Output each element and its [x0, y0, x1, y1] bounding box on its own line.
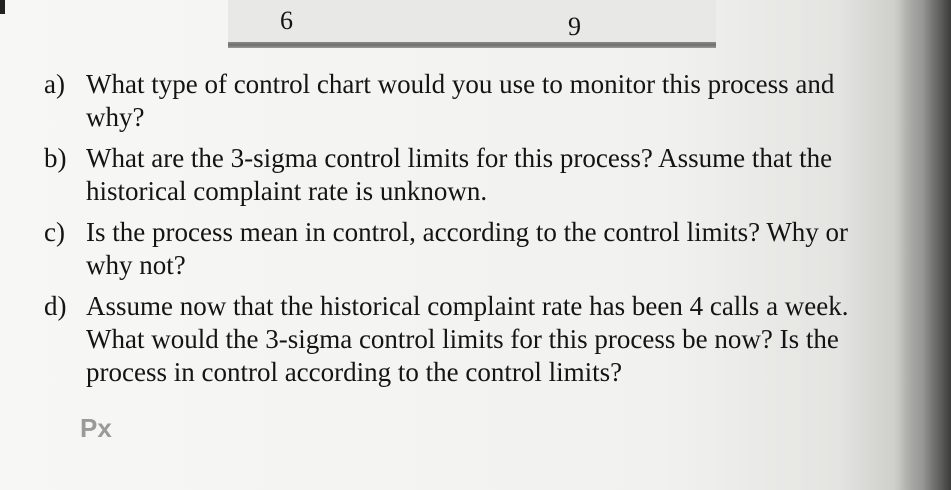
px-logo-icon [80, 414, 136, 442]
table-cell-right: 9 [568, 12, 581, 41]
question-list [44, 68, 884, 397]
table-bottom-rule [228, 42, 716, 48]
question-label: a) [44, 69, 65, 99]
question-label: c) [44, 217, 65, 247]
table-row-fragment [228, 0, 716, 46]
question-label: b) [44, 143, 67, 173]
question-text: What type of control chart would you use to monitor this process and why? [86, 69, 835, 132]
logo-text: Px [80, 414, 112, 442]
question-text: Is the process mean in control, according to the control limits? Why or why not? [86, 217, 849, 280]
question-text: What are the 3-sigma control limits for this process? Assume that the historical complaint rate is unknown. [86, 143, 833, 206]
question-c [44, 216, 884, 282]
table-cell-left: 6 [280, 6, 293, 35]
question-b [44, 142, 884, 208]
question-a [44, 68, 884, 134]
corner-mark [0, 0, 5, 14]
question-label: d) [44, 291, 67, 321]
question-d [44, 290, 884, 389]
question-text: Assume now that the historical complaint rate has been 4 calls a week. What would the 3-sigma control limits for this process be now? Is the process in control according to the control limits? [86, 291, 849, 387]
page-spine-shadow [899, 0, 951, 490]
